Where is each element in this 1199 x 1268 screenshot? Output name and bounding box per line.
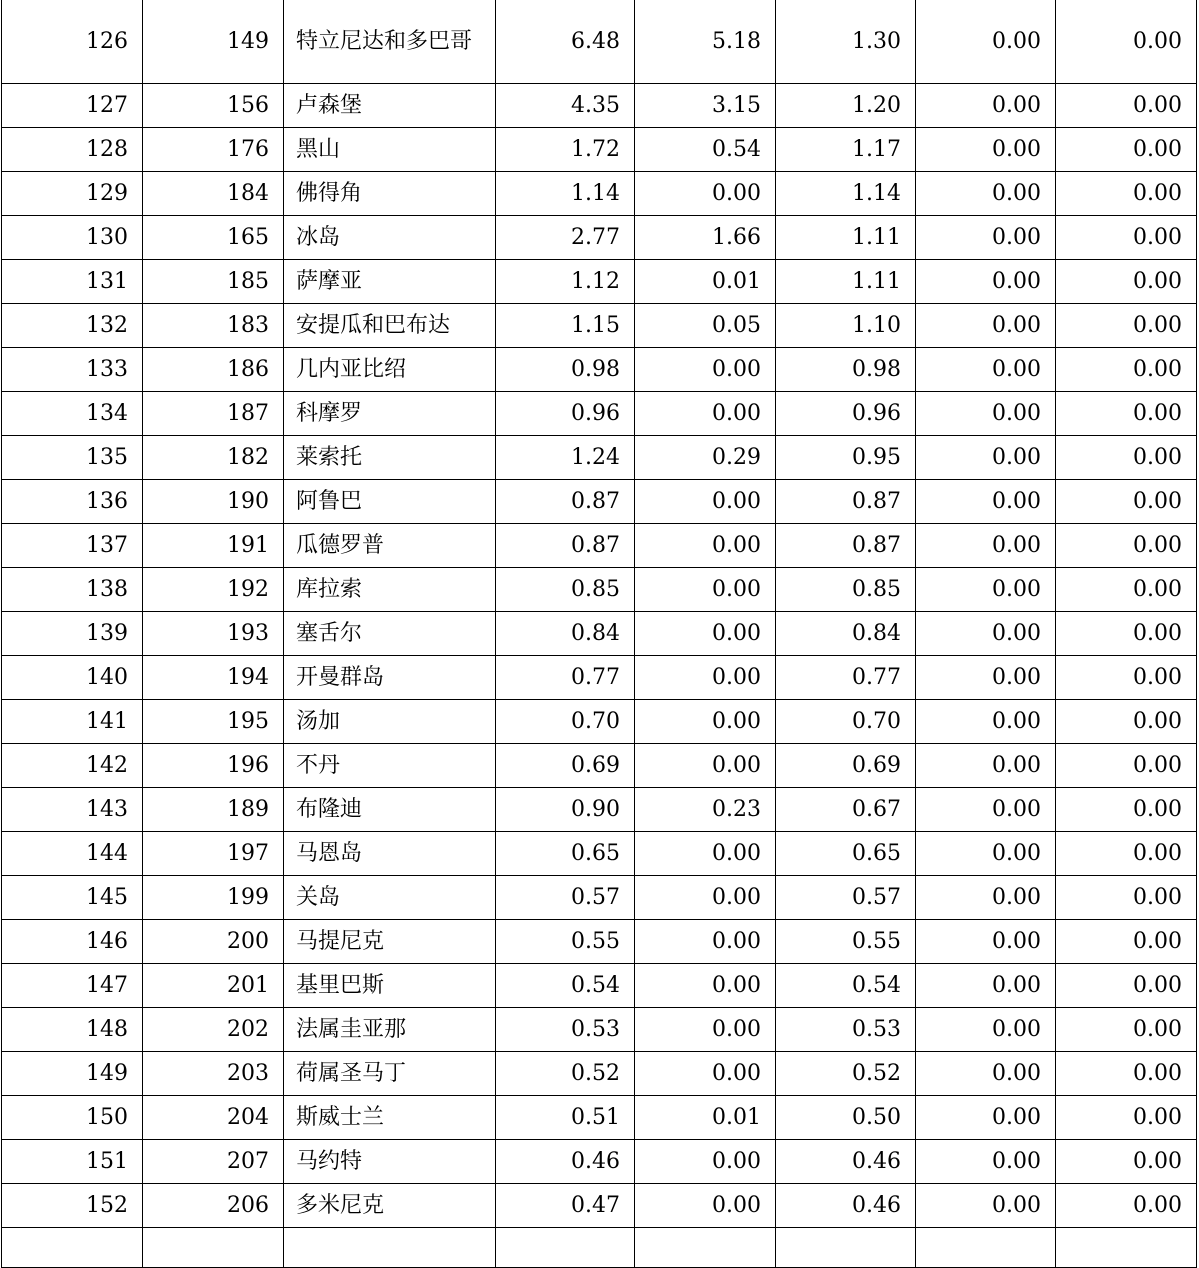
- total-value-cell: 0.70: [496, 700, 635, 744]
- rank-cell: 137: [2, 524, 143, 568]
- rank-cell: 140: [2, 656, 143, 700]
- rank-cell: 138: [2, 568, 143, 612]
- col-3-value-cell: 0.65: [776, 832, 916, 876]
- col-2-value-cell: 0.00: [635, 700, 776, 744]
- total-value-cell: 1.14: [496, 172, 635, 216]
- col-4-value-cell: 0.00: [916, 0, 1056, 84]
- rank-cell: 139: [2, 612, 143, 656]
- prev-rank-cell: 204: [143, 1096, 284, 1140]
- col-3-value-cell: 0.53: [776, 1008, 916, 1052]
- table-row: [2, 1052, 1197, 1096]
- col-5-value-cell: 0.00: [1056, 920, 1197, 964]
- col-2-value-cell: 0.00: [635, 1008, 776, 1052]
- table-row: [2, 480, 1197, 524]
- col-2-value-cell: 0.00: [635, 1140, 776, 1184]
- col-2-value-cell: 0.00: [635, 392, 776, 436]
- col-3-value-cell: 1.20: [776, 84, 916, 128]
- col-5-value-cell: 0.00: [1056, 0, 1197, 84]
- rank-cell: 152: [2, 1184, 143, 1228]
- table-row: [2, 1096, 1197, 1140]
- rank-cell: 147: [2, 964, 143, 1008]
- col-3-value-cell: 0.87: [776, 480, 916, 524]
- table-row: [2, 436, 1197, 480]
- col-5-value-cell: 0.00: [1056, 524, 1197, 568]
- table-row: [2, 304, 1197, 348]
- col-3-value-cell: 0.77: [776, 656, 916, 700]
- col-2-value-cell: 0.23: [635, 788, 776, 832]
- total-value-cell: 0.98: [496, 348, 635, 392]
- prev-rank-cell: 182: [143, 436, 284, 480]
- col-4-value-cell: 0.00: [916, 744, 1056, 788]
- country-name-cell: 瓜德罗普: [284, 524, 496, 568]
- col-4-value-cell: 0.00: [916, 876, 1056, 920]
- total-value-cell: 1.12: [496, 260, 635, 304]
- table-row: [2, 1184, 1197, 1228]
- total-value-cell: 0.51: [496, 1096, 635, 1140]
- table-row: [2, 744, 1197, 788]
- col-2-value-cell: 5.18: [635, 0, 776, 84]
- total-value-cell: 4.35: [496, 84, 635, 128]
- prev-rank-cell: 165: [143, 216, 284, 260]
- col-4-value-cell: 0.00: [916, 656, 1056, 700]
- country-name-cell: 萨摩亚: [284, 260, 496, 304]
- rank-cell: 146: [2, 920, 143, 964]
- rank-cell: 128: [2, 128, 143, 172]
- col-5-value-cell: 0.00: [1056, 348, 1197, 392]
- col-3-value-cell: 0.50: [776, 1096, 916, 1140]
- prev-rank-cell: 185: [143, 260, 284, 304]
- col-4-value-cell: 0.00: [916, 788, 1056, 832]
- total-value-cell: 1.72: [496, 128, 635, 172]
- empty-cell: [2, 1228, 143, 1268]
- col-2-value-cell: 0.00: [635, 480, 776, 524]
- country-name-cell: 关岛: [284, 876, 496, 920]
- total-value-cell: 0.69: [496, 744, 635, 788]
- col-3-value-cell: 1.10: [776, 304, 916, 348]
- col-4-value-cell: 0.00: [916, 216, 1056, 260]
- empty-cell: [916, 1228, 1056, 1268]
- col-4-value-cell: 0.00: [916, 260, 1056, 304]
- col-4-value-cell: 0.00: [916, 304, 1056, 348]
- country-name-cell: 马约特: [284, 1140, 496, 1184]
- col-4-value-cell: 0.00: [916, 700, 1056, 744]
- table-row: [2, 920, 1197, 964]
- col-4-value-cell: 0.00: [916, 612, 1056, 656]
- col-2-value-cell: 0.00: [635, 1052, 776, 1096]
- col-5-value-cell: 0.00: [1056, 436, 1197, 480]
- total-value-cell: 0.96: [496, 392, 635, 436]
- col-4-value-cell: 0.00: [916, 128, 1056, 172]
- table-row: [2, 568, 1197, 612]
- col-2-value-cell: 0.00: [635, 568, 776, 612]
- col-5-value-cell: 0.00: [1056, 216, 1197, 260]
- rank-cell: 142: [2, 744, 143, 788]
- col-5-value-cell: 0.00: [1056, 1052, 1197, 1096]
- col-5-value-cell: 0.00: [1056, 304, 1197, 348]
- empty-cell: [1056, 1228, 1197, 1268]
- table-row: [2, 656, 1197, 700]
- table-row: [2, 128, 1197, 172]
- country-name-cell: 布隆迪: [284, 788, 496, 832]
- rank-cell: 133: [2, 348, 143, 392]
- total-value-cell: 0.53: [496, 1008, 635, 1052]
- prev-rank-cell: 189: [143, 788, 284, 832]
- prev-rank-cell: 203: [143, 1052, 284, 1096]
- total-value-cell: 2.77: [496, 216, 635, 260]
- col-5-value-cell: 0.00: [1056, 1140, 1197, 1184]
- table-body: [2, 0, 1197, 1268]
- country-name-cell: 斯威士兰: [284, 1096, 496, 1140]
- col-5-value-cell: 0.00: [1056, 1096, 1197, 1140]
- col-3-value-cell: 0.55: [776, 920, 916, 964]
- col-5-value-cell: 0.00: [1056, 788, 1197, 832]
- total-value-cell: 0.87: [496, 524, 635, 568]
- prev-rank-cell: 200: [143, 920, 284, 964]
- col-3-value-cell: 0.84: [776, 612, 916, 656]
- rank-cell: 150: [2, 1096, 143, 1140]
- table-row: [2, 0, 1197, 84]
- total-value-cell: 0.77: [496, 656, 635, 700]
- col-2-value-cell: 0.54: [635, 128, 776, 172]
- col-3-value-cell: 0.98: [776, 348, 916, 392]
- col-4-value-cell: 0.00: [916, 1184, 1056, 1228]
- prev-rank-cell: 195: [143, 700, 284, 744]
- country-name-cell: 特立尼达和多巴哥: [284, 0, 496, 84]
- data-table: [1, 0, 1197, 1268]
- rank-cell: 143: [2, 788, 143, 832]
- total-value-cell: 0.84: [496, 612, 635, 656]
- col-2-value-cell: 0.00: [635, 524, 776, 568]
- col-3-value-cell: 1.14: [776, 172, 916, 216]
- prev-rank-cell: 191: [143, 524, 284, 568]
- col-2-value-cell: 0.00: [635, 1184, 776, 1228]
- col-4-value-cell: 0.00: [916, 568, 1056, 612]
- rank-cell: 145: [2, 876, 143, 920]
- col-3-value-cell: 0.57: [776, 876, 916, 920]
- rank-cell: 149: [2, 1052, 143, 1096]
- col-5-value-cell: 0.00: [1056, 260, 1197, 304]
- prev-rank-cell: 193: [143, 612, 284, 656]
- country-name-cell: 科摩罗: [284, 392, 496, 436]
- col-2-value-cell: 0.00: [635, 920, 776, 964]
- col-2-value-cell: 0.00: [635, 832, 776, 876]
- prev-rank-cell: 206: [143, 1184, 284, 1228]
- rank-cell: 141: [2, 700, 143, 744]
- col-3-value-cell: 1.17: [776, 128, 916, 172]
- rank-cell: 134: [2, 392, 143, 436]
- col-4-value-cell: 0.00: [916, 172, 1056, 216]
- country-name-cell: 莱索托: [284, 436, 496, 480]
- total-value-cell: 0.52: [496, 1052, 635, 1096]
- empty-cell: [143, 1228, 284, 1268]
- col-3-value-cell: 0.96: [776, 392, 916, 436]
- prev-rank-cell: 190: [143, 480, 284, 524]
- col-4-value-cell: 0.00: [916, 964, 1056, 1008]
- rank-cell: 144: [2, 832, 143, 876]
- col-4-value-cell: 0.00: [916, 524, 1056, 568]
- country-name-cell: 库拉索: [284, 568, 496, 612]
- col-4-value-cell: 0.00: [916, 436, 1056, 480]
- table-row: [2, 612, 1197, 656]
- table-row: [2, 392, 1197, 436]
- empty-cell: [496, 1228, 635, 1268]
- total-value-cell: 0.65: [496, 832, 635, 876]
- col-3-value-cell: 0.87: [776, 524, 916, 568]
- prev-rank-cell: 194: [143, 656, 284, 700]
- total-value-cell: 0.55: [496, 920, 635, 964]
- empty-cell: [284, 1228, 496, 1268]
- prev-rank-cell: 149: [143, 0, 284, 84]
- table-row: [2, 1008, 1197, 1052]
- prev-rank-cell: 186: [143, 348, 284, 392]
- country-name-cell: 马恩岛: [284, 832, 496, 876]
- country-name-cell: 黑山: [284, 128, 496, 172]
- country-name-cell: 多米尼克: [284, 1184, 496, 1228]
- table-row: [2, 260, 1197, 304]
- country-name-cell: 塞舌尔: [284, 612, 496, 656]
- rank-cell: 130: [2, 216, 143, 260]
- col-5-value-cell: 0.00: [1056, 128, 1197, 172]
- col-2-value-cell: 1.66: [635, 216, 776, 260]
- col-5-value-cell: 0.00: [1056, 1184, 1197, 1228]
- prev-rank-cell: 192: [143, 568, 284, 612]
- prev-rank-cell: 196: [143, 744, 284, 788]
- col-5-value-cell: 0.00: [1056, 480, 1197, 524]
- country-name-cell: 卢森堡: [284, 84, 496, 128]
- col-2-value-cell: 3.15: [635, 84, 776, 128]
- col-3-value-cell: 0.54: [776, 964, 916, 1008]
- prev-rank-cell: 199: [143, 876, 284, 920]
- col-3-value-cell: 0.95: [776, 436, 916, 480]
- col-2-value-cell: 0.29: [635, 436, 776, 480]
- total-value-cell: 0.85: [496, 568, 635, 612]
- prev-rank-cell: 201: [143, 964, 284, 1008]
- col-5-value-cell: 0.00: [1056, 832, 1197, 876]
- table-row: [2, 216, 1197, 260]
- col-4-value-cell: 0.00: [916, 1096, 1056, 1140]
- col-2-value-cell: 0.00: [635, 348, 776, 392]
- total-value-cell: 0.87: [496, 480, 635, 524]
- col-3-value-cell: 0.85: [776, 568, 916, 612]
- col-4-value-cell: 0.00: [916, 348, 1056, 392]
- prev-rank-cell: 197: [143, 832, 284, 876]
- col-2-value-cell: 0.00: [635, 656, 776, 700]
- col-3-value-cell: 1.30: [776, 0, 916, 84]
- table-row: [2, 1228, 1197, 1268]
- col-3-value-cell: 0.52: [776, 1052, 916, 1096]
- rank-cell: 127: [2, 84, 143, 128]
- col-5-value-cell: 0.00: [1056, 568, 1197, 612]
- prev-rank-cell: 184: [143, 172, 284, 216]
- country-name-cell: 阿鲁巴: [284, 480, 496, 524]
- col-5-value-cell: 0.00: [1056, 876, 1197, 920]
- total-value-cell: 6.48: [496, 0, 635, 84]
- col-3-value-cell: 0.70: [776, 700, 916, 744]
- total-value-cell: 0.47: [496, 1184, 635, 1228]
- col-5-value-cell: 0.00: [1056, 1008, 1197, 1052]
- country-name-cell: 冰岛: [284, 216, 496, 260]
- col-4-value-cell: 0.00: [916, 1140, 1056, 1184]
- rank-cell: 135: [2, 436, 143, 480]
- rank-cell: 136: [2, 480, 143, 524]
- col-4-value-cell: 0.00: [916, 832, 1056, 876]
- total-value-cell: 0.46: [496, 1140, 635, 1184]
- table-row: [2, 832, 1197, 876]
- col-5-value-cell: 0.00: [1056, 656, 1197, 700]
- col-3-value-cell: 0.46: [776, 1140, 916, 1184]
- total-value-cell: 0.90: [496, 788, 635, 832]
- col-2-value-cell: 0.00: [635, 876, 776, 920]
- col-2-value-cell: 0.05: [635, 304, 776, 348]
- country-name-cell: 不丹: [284, 744, 496, 788]
- col-3-value-cell: 0.69: [776, 744, 916, 788]
- col-5-value-cell: 0.00: [1056, 392, 1197, 436]
- col-2-value-cell: 0.01: [635, 1096, 776, 1140]
- col-3-value-cell: 1.11: [776, 260, 916, 304]
- prev-rank-cell: 187: [143, 392, 284, 436]
- col-2-value-cell: 0.01: [635, 260, 776, 304]
- col-5-value-cell: 0.00: [1056, 700, 1197, 744]
- total-value-cell: 0.54: [496, 964, 635, 1008]
- rank-cell: 132: [2, 304, 143, 348]
- col-3-value-cell: 1.11: [776, 216, 916, 260]
- country-name-cell: 荷属圣马丁: [284, 1052, 496, 1096]
- empty-cell: [776, 1228, 916, 1268]
- table-row: [2, 964, 1197, 1008]
- col-5-value-cell: 0.00: [1056, 84, 1197, 128]
- total-value-cell: 1.15: [496, 304, 635, 348]
- country-name-cell: 佛得角: [284, 172, 496, 216]
- col-4-value-cell: 0.00: [916, 84, 1056, 128]
- table-row: [2, 84, 1197, 128]
- table-row: [2, 700, 1197, 744]
- col-2-value-cell: 0.00: [635, 172, 776, 216]
- table-row: [2, 524, 1197, 568]
- col-5-value-cell: 0.00: [1056, 744, 1197, 788]
- col-4-value-cell: 0.00: [916, 920, 1056, 964]
- total-value-cell: 1.24: [496, 436, 635, 480]
- col-2-value-cell: 0.00: [635, 964, 776, 1008]
- prev-rank-cell: 156: [143, 84, 284, 128]
- col-4-value-cell: 0.00: [916, 392, 1056, 436]
- col-2-value-cell: 0.00: [635, 744, 776, 788]
- table-row: [2, 876, 1197, 920]
- country-name-cell: 汤加: [284, 700, 496, 744]
- prev-rank-cell: 202: [143, 1008, 284, 1052]
- country-name-cell: 几内亚比绍: [284, 348, 496, 392]
- country-name-cell: 开曼群岛: [284, 656, 496, 700]
- col-4-value-cell: 0.00: [916, 1008, 1056, 1052]
- empty-cell: [635, 1228, 776, 1268]
- total-value-cell: 0.57: [496, 876, 635, 920]
- table-row: [2, 788, 1197, 832]
- col-5-value-cell: 0.00: [1056, 172, 1197, 216]
- rank-cell: 126: [2, 0, 143, 84]
- prev-rank-cell: 176: [143, 128, 284, 172]
- col-3-value-cell: 0.67: [776, 788, 916, 832]
- country-name-cell: 法属圭亚那: [284, 1008, 496, 1052]
- table-row: [2, 348, 1197, 392]
- table-row: [2, 172, 1197, 216]
- col-5-value-cell: 0.00: [1056, 964, 1197, 1008]
- country-name-cell: 安提瓜和巴布达: [284, 304, 496, 348]
- col-5-value-cell: 0.00: [1056, 612, 1197, 656]
- col-3-value-cell: 0.46: [776, 1184, 916, 1228]
- country-name-cell: 马提尼克: [284, 920, 496, 964]
- rank-cell: 151: [2, 1140, 143, 1184]
- table-row: [2, 1140, 1197, 1184]
- rank-cell: 148: [2, 1008, 143, 1052]
- country-name-cell: 基里巴斯: [284, 964, 496, 1008]
- prev-rank-cell: 183: [143, 304, 284, 348]
- prev-rank-cell: 207: [143, 1140, 284, 1184]
- col-4-value-cell: 0.00: [916, 1052, 1056, 1096]
- rank-cell: 129: [2, 172, 143, 216]
- rank-cell: 131: [2, 260, 143, 304]
- col-4-value-cell: 0.00: [916, 480, 1056, 524]
- col-2-value-cell: 0.00: [635, 612, 776, 656]
